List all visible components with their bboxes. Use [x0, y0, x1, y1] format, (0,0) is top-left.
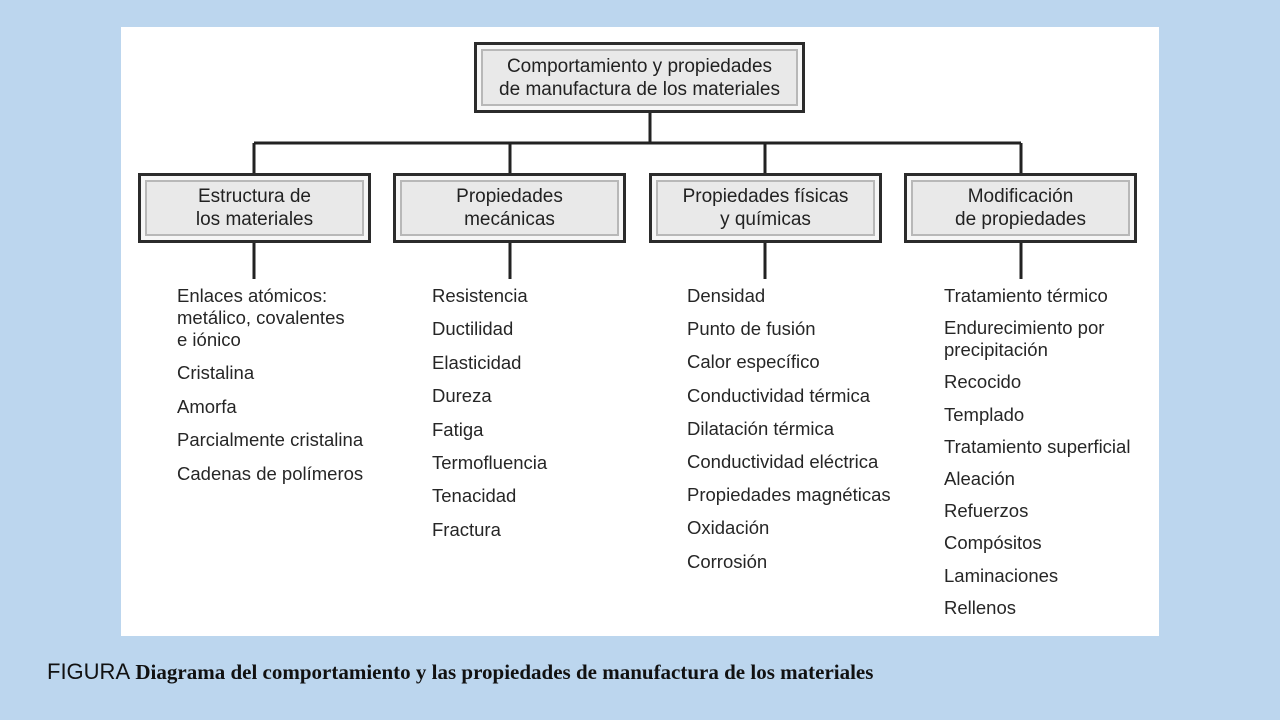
- list-estructura: [177, 285, 363, 496]
- list-item: Corrosión: [687, 550, 768, 572]
- list-item: Resistencia: [432, 285, 528, 306]
- list-item: Compósitos: [944, 532, 1042, 554]
- list-item: Tratamiento térmico: [944, 285, 1108, 306]
- list-item: Conductividad eléctrica: [687, 450, 879, 472]
- list-modificacion: [944, 285, 1130, 629]
- list-item: Recocido: [944, 371, 1022, 393]
- list-item: Oxidación: [687, 517, 770, 539]
- list-item: Tenacidad: [432, 485, 517, 507]
- list-item: Dureza: [432, 385, 492, 407]
- list-item: Ductilidad: [432, 318, 514, 340]
- list-item: Cristalina: [177, 362, 255, 384]
- root-box: Comportamiento y propiedades de manufactura de los materiales: [474, 42, 805, 113]
- list-item: Fatiga: [432, 418, 484, 440]
- list-item: Densidad: [687, 285, 766, 306]
- figure-caption: [47, 659, 873, 685]
- list-mecanicas: [432, 285, 547, 552]
- caption-text: Diagrama del comportamiento y las propiedades de manufactura de los materiales: [130, 660, 874, 684]
- list-item: Termofluencia: [432, 451, 548, 473]
- list-item: Refuerzos: [944, 500, 1029, 522]
- category-box-modificacion: Modificación de propiedades: [904, 173, 1137, 243]
- list-item: Calor específico: [687, 351, 820, 373]
- diagram-panel: [121, 27, 1159, 636]
- list-item: Aleación: [944, 467, 1015, 489]
- list-item: Punto de fusión: [687, 318, 816, 340]
- list-item: Endurecimiento por precipitación: [944, 317, 1105, 361]
- list-item: Templado: [944, 403, 1025, 425]
- list-item: Rellenos: [944, 596, 1016, 618]
- category-box-mecanicas: Propiedades mecánicas: [393, 173, 626, 243]
- list-item: Laminaciones: [944, 564, 1059, 586]
- caption-label: FIGURA: [47, 659, 131, 684]
- list-item: Dilatación térmica: [687, 417, 835, 439]
- list-fisicas: [687, 285, 891, 584]
- list-item: Cadenas de polímeros: [177, 462, 364, 484]
- list-item: Fractura: [432, 518, 501, 540]
- list-item: Tratamiento superficial: [944, 435, 1131, 457]
- list-item: Propiedades magnéticas: [687, 484, 891, 506]
- list-item: Conductividad térmica: [687, 384, 871, 406]
- list-item: Enlaces atómicos: metálico, covalentes e iónico: [177, 285, 345, 350]
- list-item: Amorfa: [177, 395, 237, 417]
- list-item: Parcialmente cristalina: [177, 429, 364, 451]
- list-item: Elasticidad: [432, 351, 522, 373]
- category-box-estructura: Estructura de los materiales: [138, 173, 371, 243]
- category-box-fisicas: Propiedades físicas y químicas: [649, 173, 882, 243]
